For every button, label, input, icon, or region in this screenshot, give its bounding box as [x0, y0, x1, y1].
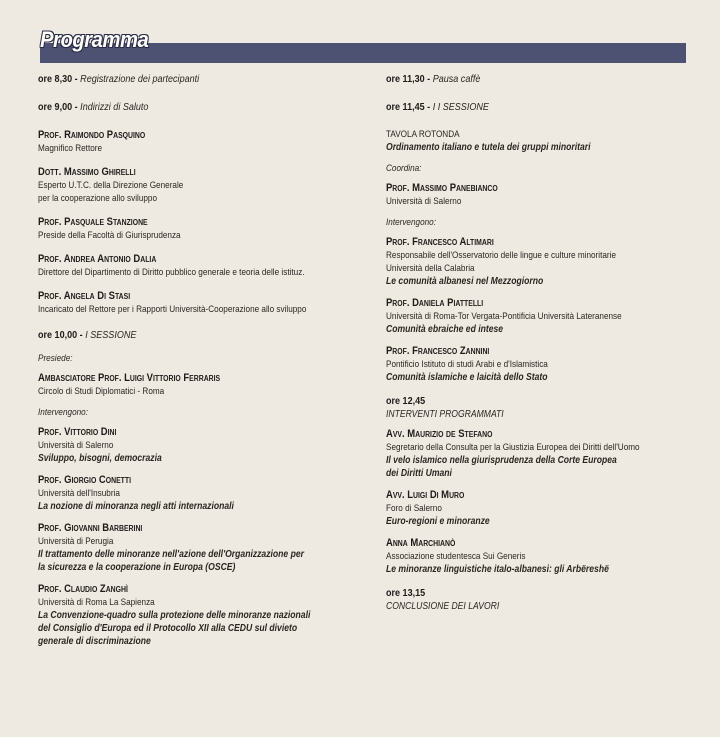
time-slot — [386, 72, 661, 86]
separator: - — [424, 73, 433, 85]
time-label: Pausa caffè — [432, 73, 481, 85]
time-slot — [386, 394, 661, 408]
speaker-role: Associazione studentesca Sui Generis — [386, 551, 526, 562]
talk-title: Le comunità albanesi nel Mezzogiorno — [386, 276, 544, 287]
speaker-role: Università di Perugia — [38, 536, 114, 547]
talk-title: Le minoranze linguistiche italo-albanesi: gli Arbëreshë — [386, 564, 609, 575]
speaker-role: Preside della Facoltà di Giurisprudenza — [38, 230, 181, 241]
speaker-name: Prof. Claudio Zanghì — [38, 583, 128, 595]
time-label: INTERVENTI PROGRAMMATI — [386, 409, 504, 420]
speaker-name: Prof. Andrea Antonio Dalia — [38, 253, 157, 265]
speaker-name: Prof. Pasquale Stanzione — [38, 216, 148, 228]
time-slot — [386, 100, 661, 114]
separator: - — [77, 329, 86, 341]
speaker-name: Anna Marchianò — [386, 537, 456, 549]
time-value: ore 9,00 — [38, 101, 73, 113]
speaker-name: Prof. Giovanni Barberini — [38, 522, 143, 534]
speaker-role: Università di Salerno — [386, 196, 462, 207]
speaker — [386, 235, 706, 288]
time-label: CONCLUSIONE DEI LAVORI — [386, 601, 500, 612]
time-value: ore 12,45 — [386, 395, 426, 407]
separator: - — [72, 73, 81, 85]
speaker-name: Avv. Luigi Di Muro — [386, 489, 465, 501]
talk-title: La nozione di minoranza negli atti internazionali — [38, 501, 234, 512]
talk-title: Comunità ebraiche ed intese — [386, 324, 504, 335]
speaker-name: Prof. Massimo Panebianco — [386, 182, 498, 194]
time-label: I I SESSIONE — [432, 101, 489, 113]
speaker-name: Prof. Giorgio Conetti — [38, 474, 131, 486]
time-slot — [38, 328, 326, 342]
right-column — [386, 72, 706, 613]
speaker-role: per la cooperazione allo sviluppo — [38, 193, 158, 204]
speaker-name: Prof. Angela Di Stasi — [38, 290, 131, 302]
talk-title: Il trattamento delle minoranze nell'azione dell'Organizzazione per — [38, 549, 304, 560]
intervengono-label: Intervengono: — [386, 217, 436, 228]
talk-title: La Convenzione-quadro sulla protezione delle minoranze nazionali — [38, 610, 311, 621]
speaker — [38, 582, 373, 648]
speaker — [38, 165, 373, 205]
talk-title: generale di discriminazione — [38, 636, 151, 647]
speaker — [386, 536, 706, 576]
time-value: ore 8,30 — [38, 73, 73, 85]
talk-title: la sicurezza e la cooperazione in Europa (OSCE) — [38, 562, 236, 573]
coordina-label: Coordina: — [386, 163, 422, 174]
time-value: ore 11,45 — [386, 101, 425, 113]
talk-title: Euro-regioni e minoranze — [386, 516, 490, 527]
time-value: ore 13,15 — [386, 587, 426, 599]
speaker — [38, 521, 373, 574]
speaker-name: Prof. Francesco Altimari — [386, 236, 494, 248]
speaker-name: Ambasciatore Prof. Luigi Vittorio Ferraris — [38, 372, 221, 384]
speaker-name: Prof. Vittorio Dini — [38, 426, 117, 438]
speaker-name: Dott. Massimo Ghirelli — [38, 166, 136, 178]
separator: - — [72, 101, 81, 113]
talk-title: dei Diritti Umani — [386, 468, 452, 479]
time-label: Indirizzi di Saluto — [80, 101, 149, 113]
speaker — [386, 427, 706, 480]
speaker — [38, 371, 373, 398]
talk-title: Il velo islamico nella giurisprudenza della Corte Europea — [386, 455, 617, 466]
time-value: ore 10,00 — [38, 329, 78, 341]
speaker-role: Università della Calabria — [386, 263, 475, 274]
tavola-label: TAVOLA ROTONDA — [386, 129, 460, 140]
left-column — [38, 72, 373, 648]
speaker — [38, 215, 373, 242]
speaker — [386, 488, 706, 528]
speaker-role: Foro di Salerno — [386, 503, 442, 514]
talk-title: Sviluppo, bisogni, democrazia — [38, 453, 162, 464]
talk-title: del Consiglio d'Europa ed il Protocollo XII alla CEDU sul divieto — [38, 623, 298, 634]
speaker-role: Pontificio Istituto di studi Arabi e d'Islamistica — [386, 359, 548, 370]
speaker-name: Avv. Maurizio de Stefano — [386, 428, 493, 440]
speaker-role: Segretario della Consulta per la Giustizia Europea dei Diritti dell'Uomo — [386, 442, 640, 453]
speaker-name: Prof. Raimondo Pasquino — [38, 129, 146, 141]
time-value: ore 11,30 — [386, 73, 425, 85]
speaker-role: Incaricato del Rettore per i Rapporti Università-Cooperazione allo sviluppo — [38, 304, 307, 315]
speaker-role: Università di Roma-Tor Vergata-Pontificia Università Lateranense — [386, 311, 622, 322]
tavola-title: Ordinamento italiano e tutela dei gruppi minoritari — [386, 142, 591, 153]
speaker-role: Magnifico Rettore — [38, 143, 103, 154]
speaker-role: Circolo di Studi Diplomatici - Roma — [38, 386, 165, 397]
speaker — [38, 128, 373, 155]
speaker — [38, 252, 373, 279]
presiede-label: Presiede: — [38, 353, 73, 364]
speaker — [38, 473, 373, 513]
speaker — [386, 344, 706, 384]
page-title: Programma — [40, 27, 149, 52]
speaker — [386, 296, 706, 336]
speaker — [38, 289, 373, 316]
separator: - — [424, 101, 433, 113]
speaker — [38, 425, 373, 465]
intervengono-label: Intervengono: — [38, 407, 88, 418]
speaker-role: Università di Salerno — [38, 440, 114, 451]
speaker-role: Direttore del Dipartimento di Diritto pubblico generale e teoria delle istituz. — [38, 267, 305, 278]
time-slot — [38, 100, 326, 114]
speaker-role: Università dell'Insubria — [38, 488, 120, 499]
speaker-name: Prof. Daniela Piattelli — [386, 297, 484, 309]
time-slot — [38, 72, 326, 86]
talk-title: Comunità islamiche e laicità dello Stato — [386, 372, 548, 383]
speaker-role: Responsabile dell'Osservatorio delle lingue e culture minoritarie — [386, 250, 616, 261]
time-slot — [386, 586, 661, 600]
speaker-name: Prof. Francesco Zannini — [386, 345, 490, 357]
time-label: Registrazione dei partecipanti — [80, 73, 200, 85]
speaker-role: Università di Roma La Sapienza — [38, 597, 155, 608]
time-label: I SESSIONE — [85, 329, 137, 341]
speaker-role: Esperto U.T.C. della Direzione Generale — [38, 180, 184, 191]
speaker — [386, 181, 706, 208]
